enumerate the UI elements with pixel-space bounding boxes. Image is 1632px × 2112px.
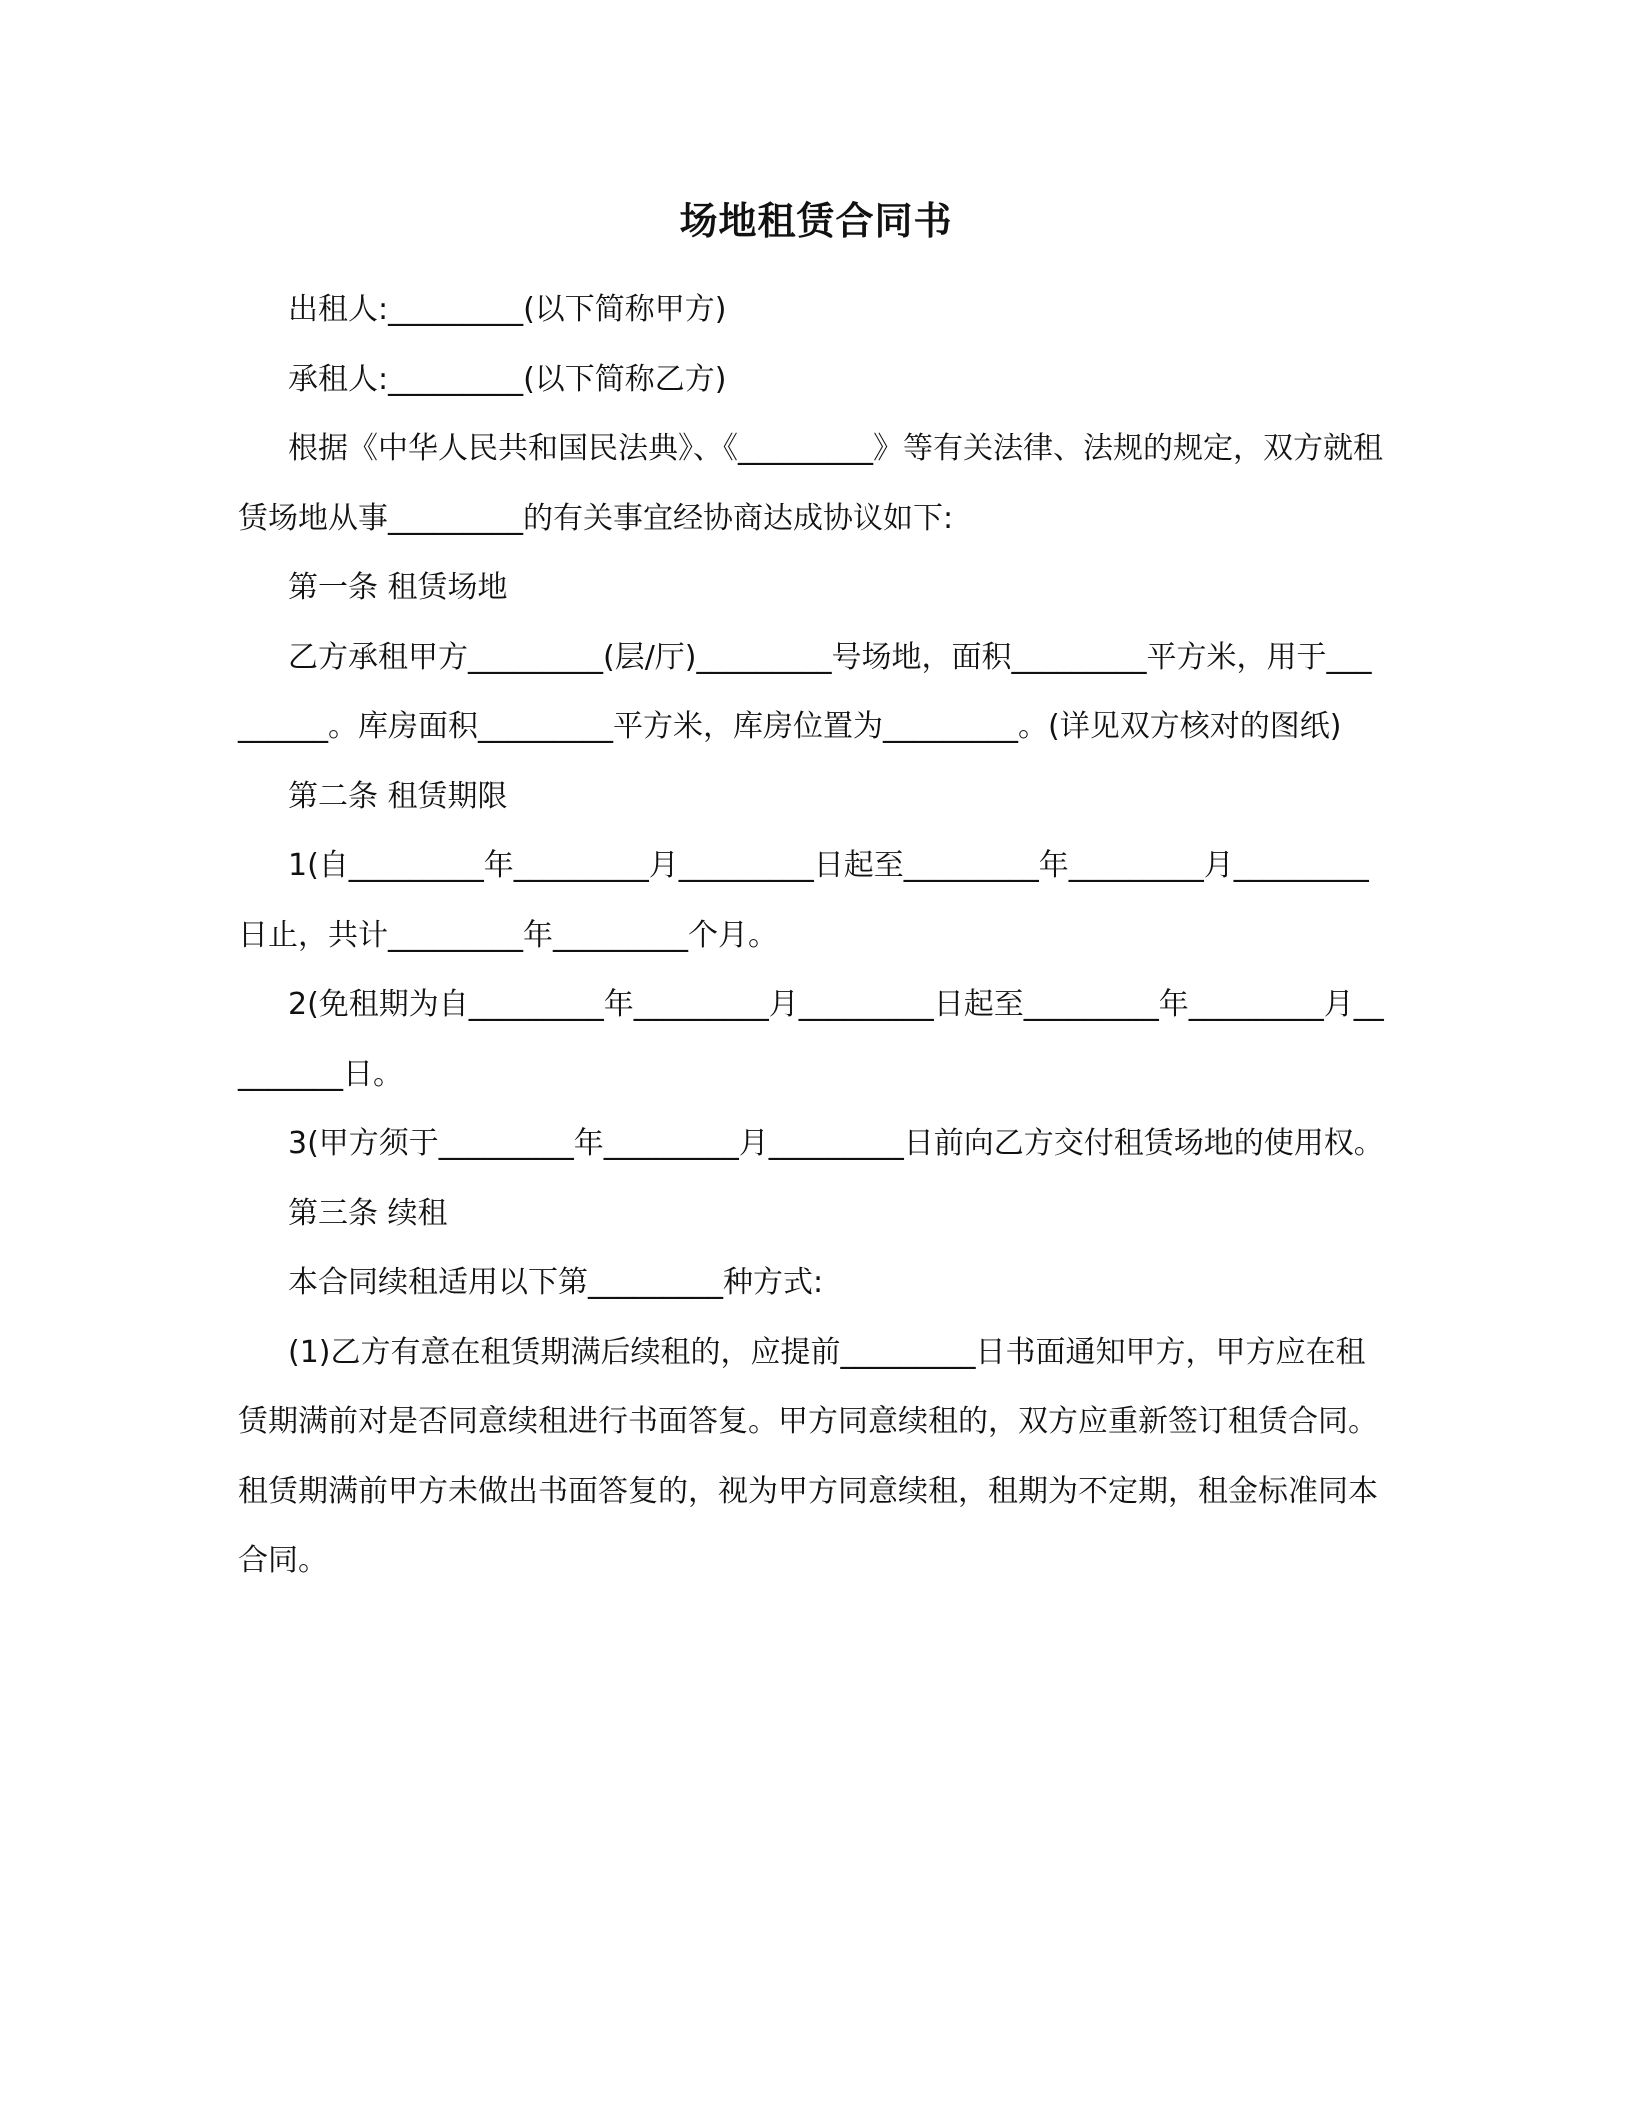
article-1-heading: 第一条 租赁场地 [288,570,508,605]
paragraph-lessee: 承租人:_________(以下简称乙方) [288,361,727,397]
document-title: 场地租赁合同书 [679,199,953,243]
paragraph-legal-basis: 根据《中华人民共和国民法典》、《_________》等有关法律、法规的规定，双方就租赁场地从事_________的有关事宜经协商达成协议如下: [238,431,1383,536]
paragraph-term-3: 3(甲方须于_________年_________月_________日前向乙方交付租赁场地的使用权。 [288,1126,1384,1161]
paragraph-renewal-method: 本合同续租适用以下第_________种方式: [288,1265,824,1300]
paragraph-renewal-1: (1)乙方有意在租赁期满后续租的，应提前_________日书面通知甲方，甲方应在租赁期满前对是否同意续租进行书面答复。甲方同意续租的，双方应重新签订租赁合同。租赁期满前甲方未做出书面答复的，视为甲方同意续租，租期为不定期，租金标准同本合同。 [238,1334,1378,1578]
article-3-heading: 第三条 续租 [288,1195,448,1231]
paragraph-term-1: 1(自_________年_________月_________日起至_________年_________月_________日止，共计_________年_________个月。 [238,848,1369,953]
paragraph-lessor: 出租人:_________(以下简称甲方) [288,292,727,327]
article-2-heading: 第二条 租赁期限 [288,778,508,814]
document-body [238,275,1386,1596]
paragraph-premises: 乙方承租甲方_________(层/厅)_________号场地，面积_________平方米，用于_________。库房面积_________平方米，库房位置为_________。(详见双方核对的图纸) [238,639,1372,744]
paragraph-term-2: 2(免租期为自_________年_________月_________日起至_________年_________月_________日。 [238,987,1384,1092]
